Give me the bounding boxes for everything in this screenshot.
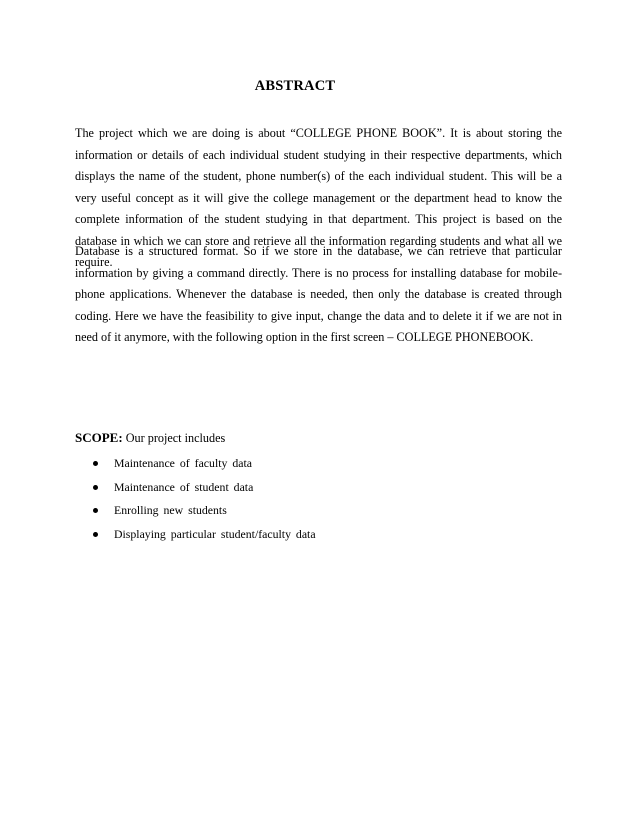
scope-list-item: [90, 502, 316, 526]
bullet-icon: [93, 485, 98, 490]
paragraph-database-description: Database is a structured format. So if we store in the database, we can retrieve that particular information by giving a command directly. There is no process for installing database for mobile-phone applications. Whenever the database is needed, then only the database is created through coding. Here we have the feasibility to give input, change the data and to delete it if we are not in need of it anymore, with the following option in the first screen – COLLEGE PHONEBOOK.: [75, 244, 562, 344]
bullet-icon: [93, 461, 98, 466]
scope-list-item: [90, 526, 316, 550]
paragraph-project-description: The project which we are doing is about “COLLEGE PHONE BOOK”. It is about storing the information or details of each individual student studying in their respective departments, which displays the name of the student, phone number(s) of the each individual student. This will be a very useful concept as it will give the college management or the department head to know the complete information of the student studying in that department. This project is based on the database in which we can store and retrieve all the information regarding students and what all we require.: [75, 126, 562, 269]
scope-item-text: Maintenance of student data: [114, 479, 254, 494]
scope-line: [75, 430, 225, 446]
scope-intro: Our project includes: [125, 431, 226, 445]
scope-list-item: [90, 455, 316, 479]
scope-label: SCOPE:: [75, 430, 123, 445]
scope-item-text: Displaying particular student/faculty data: [114, 526, 316, 541]
scope-item-text: Enrolling new students: [114, 503, 227, 517]
bullet-icon: [93, 532, 98, 537]
bullet-icon: [93, 508, 98, 513]
abstract-heading: ABSTRACT: [254, 78, 336, 94]
scope-item-text: Maintenance of faculty data: [114, 456, 252, 470]
scope-list-item: [90, 479, 316, 503]
scope-list: [90, 455, 316, 549]
